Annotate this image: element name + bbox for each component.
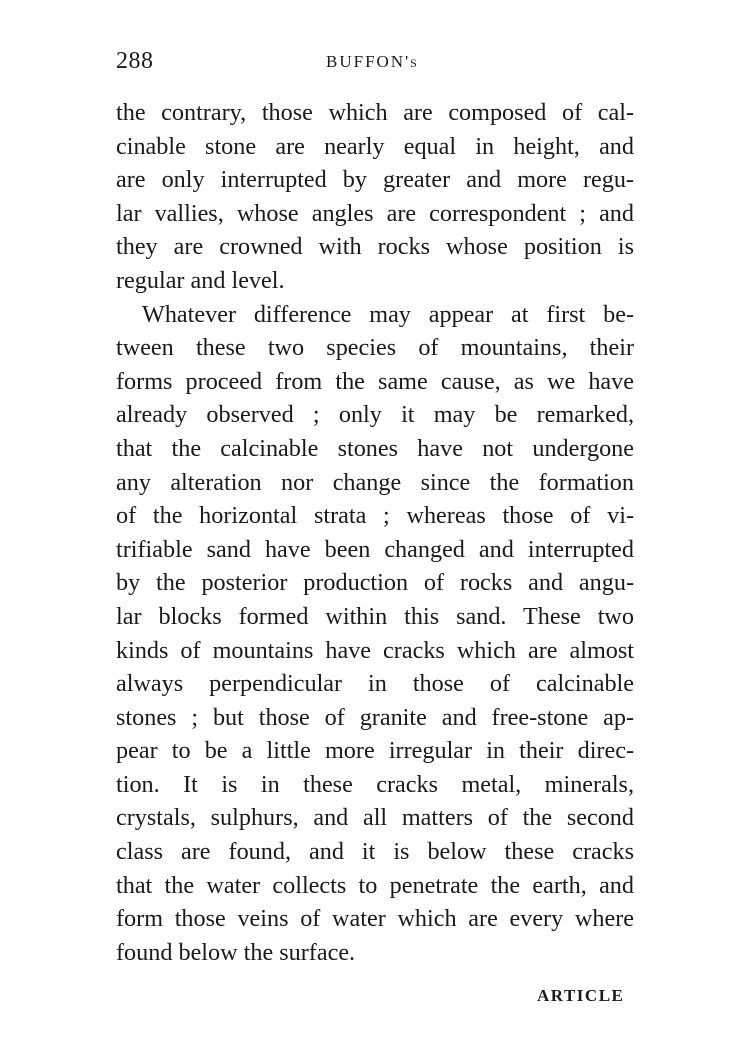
text-line: they are crowned with rocks whose position is xyxy=(116,233,634,261)
text-line: that the calcinable stones have not undergone xyxy=(116,434,634,462)
text-line: tween these two species of mountains, their xyxy=(116,334,634,362)
text-line: lar blocks formed within this sand. These two xyxy=(116,602,634,630)
text-line: that the water collects to penetrate the earth, and xyxy=(116,871,634,899)
page-header xyxy=(116,48,634,78)
text-line: Whatever difference may appear at first be- xyxy=(142,300,634,328)
paragraph-1 xyxy=(116,96,634,298)
text-line: lar vallies, whose angles are correspondent ; and xyxy=(116,199,634,227)
text-line: regular and level. xyxy=(116,266,285,294)
text-line: always perpendicular in those of calcinable xyxy=(116,670,634,698)
text-line: tion. It is in these cracks metal, minerals, xyxy=(116,770,634,798)
text-line: by the posterior production of rocks and angu- xyxy=(116,569,634,597)
text-line: already observed ; only it may be remarked, xyxy=(116,401,634,429)
text-line: any alteration nor change since the formation xyxy=(116,468,634,496)
text-line: form those veins of water which are every where xyxy=(116,905,634,933)
text-line: forms proceed from the same cause, as we have xyxy=(116,367,634,395)
catchword: ARTICLE xyxy=(537,986,625,1005)
text-line: class are found, and it is below these cracks xyxy=(116,838,634,866)
page-number: 288 xyxy=(116,48,154,74)
text-line: kinds of mountains have cracks which are almost xyxy=(116,636,634,664)
body-text xyxy=(116,96,634,969)
text-line: trifiable sand have been changed and interrupted xyxy=(116,535,634,563)
text-line: crystals, sulphurs, and all matters of the second xyxy=(116,804,634,832)
text-line: cinable stone are nearly equal in height, and xyxy=(116,132,634,160)
text-line: are only interrupted by greater and more regu- xyxy=(116,166,634,194)
text-line: found below the surface. xyxy=(116,938,356,966)
text-line: stones ; but those of granite and free-stone ap- xyxy=(116,703,634,731)
text-line: pear to be a little more irregular in their direc- xyxy=(116,737,634,765)
paragraph-2 xyxy=(116,298,634,970)
running-head: BUFFON's xyxy=(326,52,419,71)
text-line: the contrary, those which are composed of cal- xyxy=(116,99,634,126)
text-line: of the horizontal strata ; whereas those of vi- xyxy=(116,502,634,530)
